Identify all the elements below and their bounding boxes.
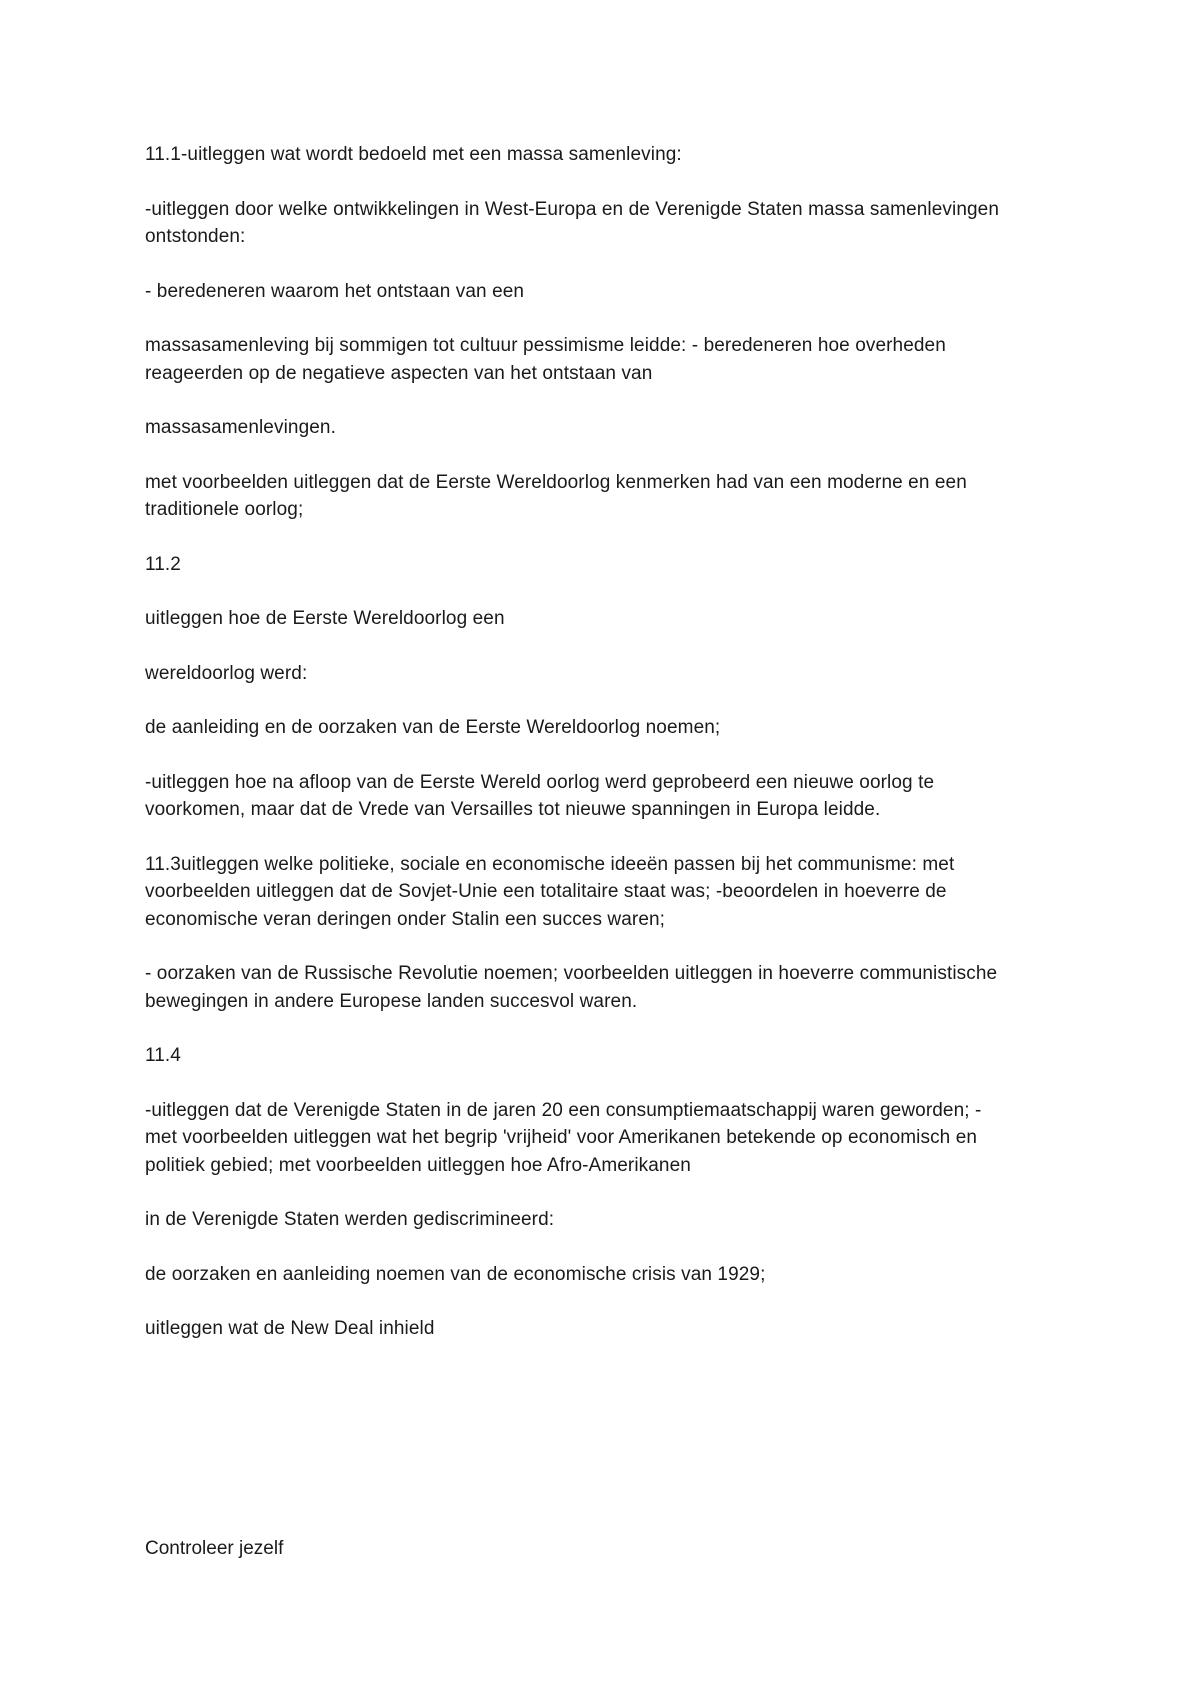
paragraph-15 bbox=[145, 1097, 1075, 1180]
text-line: economische veran deringen onder Stalin een succes waren; bbox=[145, 908, 666, 930]
paragraph-3 bbox=[145, 278, 1075, 306]
text-line: 11.2 bbox=[145, 553, 181, 575]
text-line: massasamenleving bij sommigen tot cultuur pessimisme leidde: - beredeneren hoe overheden bbox=[145, 335, 946, 356]
paragraph-17 bbox=[145, 1261, 1075, 1289]
text-line: voorbeelden uitleggen dat de Sovjet-Unie een totalitaire staat was; -beoordelen in hoeverre de bbox=[145, 881, 947, 902]
paragraph-1 bbox=[145, 141, 1075, 169]
text-line: reageerden op de negatieve aspecten van het ontstaan van bbox=[145, 362, 653, 384]
text-line: de oorzaken en aanleiding noemen van de economische crisis van 1929; bbox=[145, 1263, 766, 1285]
text-line: de aanleiding en de oorzaken van de Eerste Wereldoorlog noemen; bbox=[145, 717, 721, 738]
text-line: 11.4 bbox=[145, 1045, 181, 1066]
text-line: traditionele oorlog; bbox=[145, 499, 304, 520]
document-body bbox=[145, 141, 1075, 1370]
text-line: - beredeneren waarom het ontstaan van een bbox=[145, 280, 525, 302]
paragraph-11 bbox=[145, 769, 1075, 824]
text-line: - oorzaken van de Russische Revolutie noemen; voorbeelden uitleggen in hoeverre communistische bbox=[145, 963, 998, 984]
paragraph-6 bbox=[145, 469, 1075, 524]
text-line: politiek gebied; met voorbeelden uitleggen hoe Afro-Amerikanen bbox=[145, 1154, 691, 1176]
text-line: voorkomen, maar dat de Vrede van Versailles tot nieuwe spanningen in Europa leidde. bbox=[145, 799, 881, 820]
text-line: in de Verenigde Staten werden gediscrimineerd: bbox=[145, 1209, 555, 1230]
text-line: -uitleggen door welke ontwikkelingen in West-Europa en de Verenigde Staten massa samenlevingen bbox=[145, 198, 1000, 220]
text-line: uitleggen wat de New Deal inhield bbox=[145, 1318, 435, 1339]
text-line: wereldoorlog werd: bbox=[145, 662, 308, 684]
paragraph-9 bbox=[145, 660, 1075, 688]
text-line: massasamenlevingen. bbox=[145, 417, 336, 438]
text-line: met voorbeelden uitleggen dat de Eerste Wereldoorlog kenmerken had van een moderne en een bbox=[145, 471, 967, 493]
paragraph-2 bbox=[145, 196, 1075, 251]
paragraph-18 bbox=[145, 1315, 1075, 1343]
paragraph-8 bbox=[145, 605, 1075, 633]
text-line: bewegingen in andere Europese landen succesvol waren. bbox=[145, 990, 638, 1012]
text-line: -uitleggen dat de Verenigde Staten in de jaren 20 een consumptiemaatschappij waren geworden; - bbox=[145, 1099, 982, 1121]
section-heading-11-4 bbox=[145, 1042, 1075, 1070]
paragraph-13 bbox=[145, 960, 1075, 1015]
text-line: ontstonden: bbox=[145, 226, 246, 247]
text-line: met voorbeelden uitleggen wat het begrip 'vrijheid' voor Amerikanen betekende op economisch en bbox=[145, 1127, 978, 1148]
text-line: uitleggen hoe de Eerste Wereldoorlog een bbox=[145, 608, 505, 629]
paragraph-5 bbox=[145, 414, 1075, 442]
text-line: 11.1-uitleggen wat wordt bedoeld met een massa samenleving: bbox=[145, 144, 682, 165]
footer-text: Controleer jezelf bbox=[145, 1538, 284, 1559]
paragraph-4 bbox=[145, 332, 1075, 387]
paragraph-12 bbox=[145, 851, 1075, 934]
paragraph-10 bbox=[145, 714, 1075, 742]
section-heading-11-2 bbox=[145, 551, 1075, 579]
text-line: 11.3uitleggen welke politieke, sociale en economische ideeën passen bij het communisme: met bbox=[145, 853, 955, 875]
text-line: -uitleggen hoe na afloop van de Eerste Wereld oorlog werd geprobeerd een nieuwe oorlog te bbox=[145, 771, 935, 793]
paragraph-16 bbox=[145, 1206, 1075, 1234]
